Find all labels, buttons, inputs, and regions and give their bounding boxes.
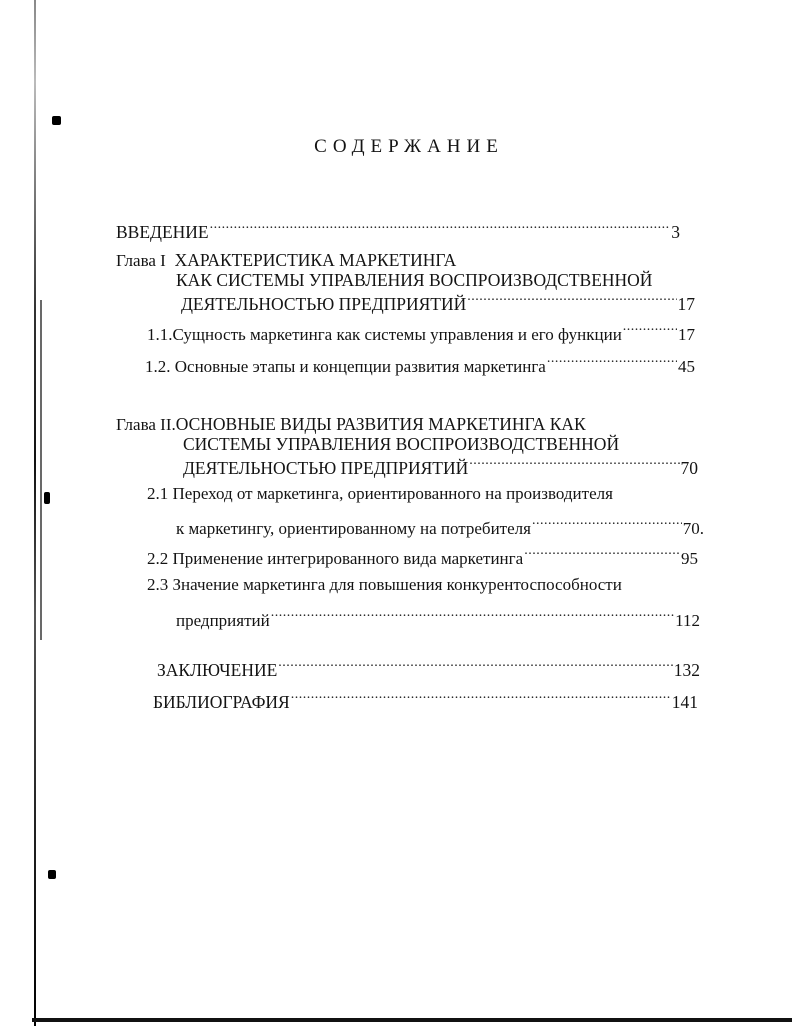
dot-leader: [278, 656, 672, 676]
chapter-title-line2: КАК СИСТЕМЫ УПРАВЛЕНИЯ ВОСПРОИЗВОДСТВЕННОЙ: [176, 270, 653, 290]
scan-bottom-edge: [32, 1018, 792, 1022]
toc-page-number: 3: [671, 222, 680, 242]
dot-leader: [623, 320, 677, 340]
toc-page-number: 45: [678, 357, 695, 376]
toc-entry-label: к маркетингу, ориентированному на потребителя: [176, 519, 531, 538]
chapter-title-line2: СИСТЕМЫ УПРАВЛЕНИЯ ВОСПРОИЗВОДСТВЕННОЙ: [183, 434, 620, 454]
chapter-title-line1: ОСНОВНЫЕ ВИДЫ РАЗВИТИЯ МАРКЕТИНГА КАК: [175, 414, 586, 434]
toc-entry-conclusion: [157, 656, 700, 680]
toc-chapter2-line3: [183, 454, 698, 478]
toc-entry-2-1-line2: [176, 514, 704, 539]
toc-entry-2-1-line1: 2.1 Переход от маркетинга, ориентированного на производителя: [147, 484, 613, 503]
toc-page-number: 17: [677, 294, 695, 314]
dot-leader: [291, 688, 671, 708]
dot-leader: [547, 352, 677, 372]
dot-leader: [524, 544, 680, 564]
toc-entry-1-2: [145, 352, 695, 377]
chapter-title-line3: ДЕЯТЕЛЬНОСТЬЮ ПРЕДПРИЯТИЙ: [183, 458, 469, 478]
chapter-title-line3: ДЕЯТЕЛЬНОСТЬЮ ПРЕДПРИЯТИЙ: [181, 294, 467, 314]
scan-speck: [48, 870, 56, 879]
toc-chapter2-line1: [116, 414, 586, 435]
toc-page-number: 17: [678, 325, 695, 344]
toc-entry-bibliography: [153, 688, 698, 712]
toc-entry-label: 1.2. Основные этапы и концепции развития маркетинга: [145, 357, 546, 376]
toc-page-number: 70: [680, 458, 698, 478]
toc-entry-label: 2.2 Применение интегрированного вида маркетинга: [147, 549, 524, 568]
dot-leader: [210, 218, 671, 238]
toc-entry-label: БИБЛИОГРАФИЯ: [153, 692, 290, 712]
dot-leader: [469, 454, 679, 474]
toc-page-number: 132: [673, 660, 700, 680]
toc-chapter1-line3: [181, 290, 695, 314]
toc-entry-label: предприятий: [176, 611, 270, 630]
dot-leader: [532, 514, 682, 534]
toc-chapter1-line1: [116, 250, 456, 271]
toc-entry-label: ВВЕДЕНИЕ: [116, 222, 209, 242]
scan-speck: [44, 492, 50, 504]
scan-speck: [52, 116, 61, 125]
toc-entry-intro: [116, 218, 680, 242]
chapter-prefix: Глава II.: [116, 415, 176, 434]
toc-page-number: 141: [671, 692, 698, 712]
toc-page-number: 112: [675, 611, 700, 630]
toc-page-number: 95: [681, 549, 698, 568]
toc-entry-label: ЗАКЛЮЧЕНИЕ: [157, 660, 278, 680]
toc-page-number: 70.: [682, 519, 704, 538]
dot-leader: [271, 606, 674, 626]
toc-entry-label: 1.1.Сущность маркетинга как системы управления и его функции: [147, 325, 622, 344]
scan-edge-shadow: [40, 300, 42, 640]
page-title: СОДЕРЖАНИЕ: [314, 136, 504, 157]
toc-entry-2-3-line2: [176, 606, 700, 631]
toc-entry-2-2: [147, 544, 698, 569]
dot-leader: [467, 290, 676, 310]
chapter-title-line1: ХАРАКТЕРИСТИКА МАРКЕТИНГА: [174, 250, 457, 270]
chapter-prefix: Глава I: [116, 251, 166, 270]
toc-entry-2-3-line1: 2.3 Значение маркетинга для повышения конкурентоспособности: [147, 575, 622, 594]
toc-entry-1-1: [147, 320, 695, 345]
